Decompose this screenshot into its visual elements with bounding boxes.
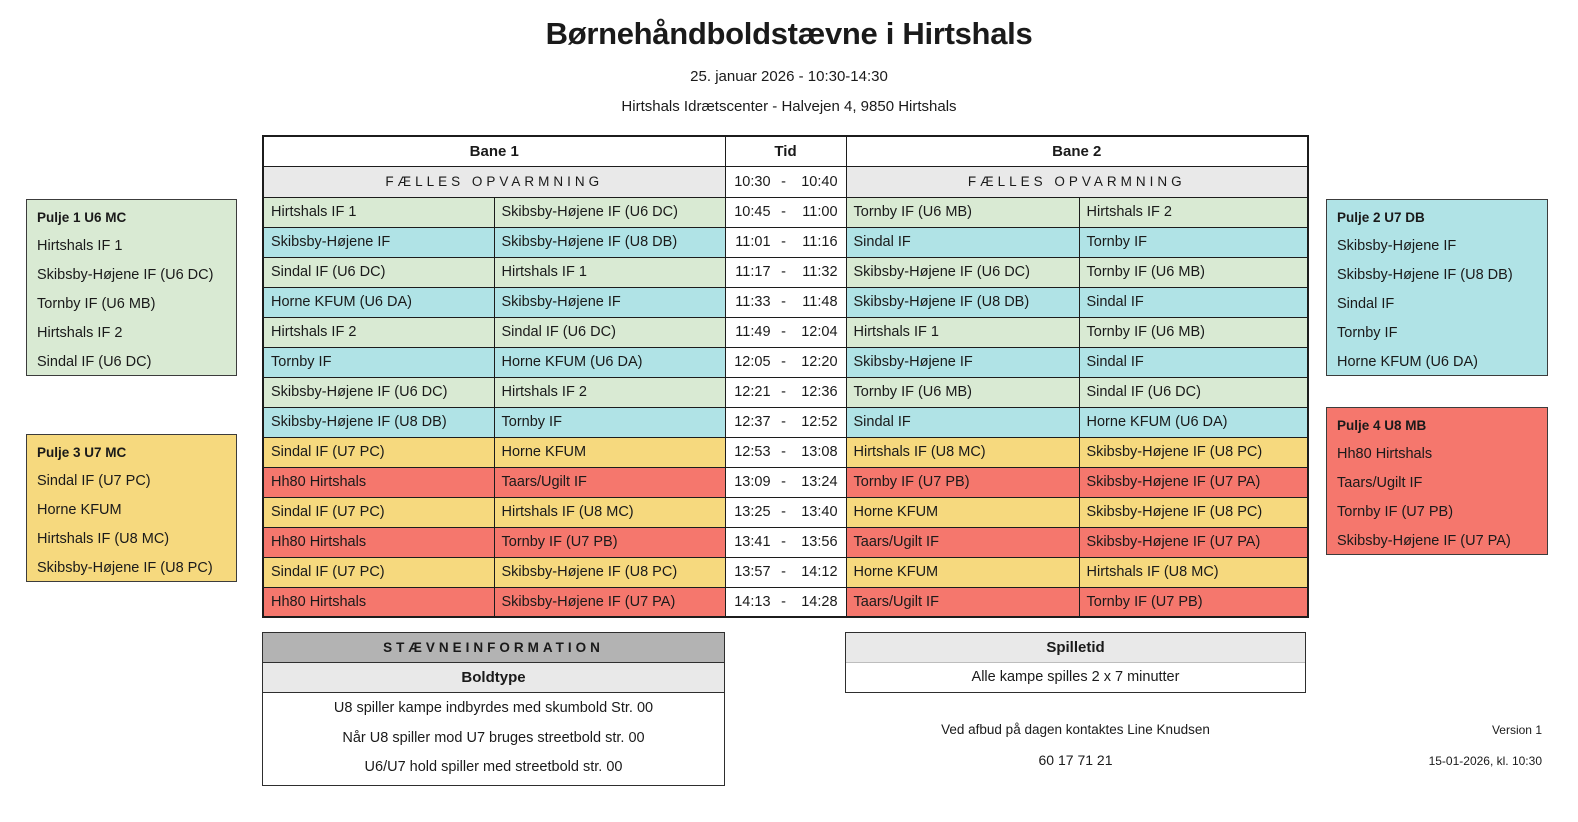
- match-end-time: 14:12: [801, 564, 838, 580]
- pool-team: Skibsby-Højene IF (U8 DB): [1337, 267, 1513, 283]
- match-start-time: 12:37: [734, 414, 771, 430]
- match-start-time: 11:49: [735, 324, 771, 340]
- match-row: [263, 317, 1308, 347]
- bane2-away-cell: Skibsby-Højene IF (U7 PA): [1079, 527, 1308, 557]
- pool-title: Pulje 4 U8 MB: [1337, 418, 1427, 433]
- bane2-home-cell: Tornby IF (U6 MB): [846, 197, 1079, 227]
- bane2-away-cell: Skibsby-Højene IF (U8 PC): [1079, 437, 1308, 467]
- time-separator: -: [781, 504, 786, 520]
- match-end-time: 12:20: [801, 354, 838, 370]
- match-start-time: 11:01: [735, 234, 771, 250]
- page-title: Børnehåndboldstævne i Hirtshals: [545, 16, 1033, 51]
- bane2-home-cell: Horne KFUM: [846, 557, 1079, 587]
- bane2-away-cell: Horne KFUM (U6 DA): [1079, 407, 1308, 437]
- bane1-home-cell: Hh80 Hirtshals: [263, 467, 494, 497]
- match-time-cell: [725, 527, 846, 557]
- match-row: [263, 407, 1308, 437]
- time-separator: -: [781, 204, 786, 220]
- match-row: [263, 527, 1308, 557]
- bane1-home-cell: Hh80 Hirtshals: [263, 527, 494, 557]
- match-start-time: 10:45: [734, 204, 771, 220]
- pool-team: Hh80 Hirtshals: [1337, 446, 1433, 462]
- warmup-end-time: 10:40: [801, 173, 838, 190]
- time-separator: -: [781, 173, 786, 190]
- match-start-time: 13:57: [734, 564, 771, 580]
- pool-team: Horne KFUM (U6 DA): [1337, 354, 1478, 370]
- match-start-time: 14:13: [734, 593, 771, 610]
- info-line: U8 spiller kampe indbyrdes med skumbold Str. 00: [333, 700, 654, 716]
- event-date: 25. januar 2026 - 10:30-14:30: [690, 68, 888, 85]
- bane2-home-cell: Tornby IF (U6 MB): [846, 377, 1079, 407]
- time-separator: -: [781, 444, 786, 460]
- match-time-cell: [725, 377, 846, 407]
- bane2-home-cell: Skibsby-Højene IF (U8 DB): [846, 287, 1079, 317]
- match-time-cell: [725, 467, 846, 497]
- contact-info: Ved afbud på dagen kontaktes Line Knudsen: [941, 722, 1210, 737]
- bane1-home-cell: Skibsby-Højene IF (U6 DC): [263, 377, 494, 407]
- match-time-cell: [725, 197, 846, 227]
- match-end-time: 13:08: [801, 444, 838, 460]
- match-row: [263, 437, 1308, 467]
- bane1-away-cell: Hirtshals IF 1: [494, 257, 725, 287]
- bane2-home-cell: Hirtshals IF (U8 MC): [846, 437, 1079, 467]
- bane1-away-cell: Taars/Ugilt IF: [494, 467, 725, 497]
- match-row: [263, 467, 1308, 497]
- match-time-cell: [725, 317, 846, 347]
- pool-title: Pulje 3 U7 MC: [37, 445, 127, 460]
- info-box-subtitle: Boldtype: [263, 663, 724, 693]
- bane1-away-cell: Horne KFUM (U6 DA): [494, 347, 725, 377]
- time-separator: -: [781, 354, 786, 370]
- bane2-away-cell: Sindal IF: [1079, 287, 1308, 317]
- bane2-away-cell: Hirtshals IF (U8 MC): [1079, 557, 1308, 587]
- bane2-away-cell: Skibsby-Højene IF (U8 PC): [1079, 497, 1308, 527]
- match-time-cell: [725, 347, 846, 377]
- bane1-home-cell: Skibsby-Højene IF: [263, 227, 494, 257]
- tournament-info-box: [262, 632, 725, 786]
- match-time-cell: [725, 407, 846, 437]
- match-time-cell: [725, 287, 846, 317]
- bane1-home-cell: Horne KFUM (U6 DA): [263, 287, 494, 317]
- match-row: [263, 197, 1308, 227]
- pool-team: Skibsby-Højene IF (U6 DC): [37, 267, 214, 283]
- bane1-home-cell: Hh80 Hirtshals: [263, 587, 494, 617]
- bane1-home-cell: Skibsby-Højene IF (U8 DB): [263, 407, 494, 437]
- version-timestamp: 15-01-2026, kl. 10:30: [1428, 754, 1542, 768]
- bane2-home-cell: Hirtshals IF 1: [846, 317, 1079, 347]
- warmup-time-cell: [725, 166, 846, 197]
- bane1-away-cell: Tornby IF: [494, 407, 725, 437]
- match-row: [263, 587, 1308, 617]
- match-row: [263, 227, 1308, 257]
- match-start-time: 12:53: [734, 444, 771, 460]
- bane2-away-cell: Tornby IF (U7 PB): [1079, 587, 1308, 617]
- bane1-home-cell: Sindal IF (U7 PC): [263, 497, 494, 527]
- bane1-home-cell: Hirtshals IF 2: [263, 317, 494, 347]
- bane2-home-cell: Horne KFUM: [846, 497, 1079, 527]
- match-start-time: 13:41: [734, 534, 771, 550]
- version-label: Version 1: [1491, 723, 1542, 737]
- bane2-away-cell: Hirtshals IF 2: [1079, 197, 1308, 227]
- match-row: [263, 287, 1308, 317]
- bane2-home-cell: Taars/Ugilt IF: [846, 587, 1079, 617]
- pool-box-1: [26, 199, 237, 376]
- pool-team: Skibsby-Højene IF (U8 PC): [37, 560, 213, 576]
- match-row: [263, 377, 1308, 407]
- match-row: [263, 497, 1308, 527]
- match-start-time: 12:05: [734, 354, 771, 370]
- pool-team: Sindal IF: [1337, 296, 1395, 312]
- pool-team: Skibsby-Højene IF: [1337, 238, 1457, 254]
- match-time-cell: [725, 227, 846, 257]
- pool-team: Skibsby-Højene IF (U7 PA): [1337, 533, 1511, 549]
- time-separator: -: [781, 414, 786, 430]
- time-separator: -: [781, 324, 786, 340]
- info-line: Når U8 spiller mod U7 bruges streetbold str. 00: [342, 729, 645, 746]
- pool-team: Taars/Ugilt IF: [1337, 475, 1423, 491]
- pool-title: Pulje 2 U7 DB: [1337, 210, 1425, 225]
- bane2-home-cell: Sindal IF: [846, 407, 1079, 437]
- match-start-time: 13:25: [734, 504, 771, 520]
- time-separator: -: [781, 534, 786, 550]
- pool-team: Hirtshals IF 2: [37, 325, 123, 341]
- match-time-cell: [725, 437, 846, 467]
- match-end-time: 11:48: [802, 294, 838, 310]
- match-end-time: 13:24: [801, 474, 838, 490]
- pool-team: Tornby IF (U6 MB): [37, 296, 156, 312]
- time-separator: -: [781, 474, 786, 490]
- pool-team: Sindal IF (U6 DC): [37, 354, 152, 370]
- match-time-cell: [725, 257, 846, 287]
- match-start-time: 11:17: [735, 264, 771, 280]
- contact-phone: 60 17 71 21: [1038, 752, 1113, 768]
- bane2-home-cell: Skibsby-Højene IF: [846, 347, 1079, 377]
- info-box-title: STÆVNEINFORMATION: [263, 633, 724, 663]
- match-end-time: 11:32: [802, 264, 838, 280]
- bane2-home-cell: Tornby IF (U7 PB): [846, 467, 1079, 497]
- pool-title: Pulje 1 U6 MC: [37, 210, 127, 225]
- warmup-label-bane1: FÆLLES OPVARMNING: [263, 166, 725, 197]
- match-end-time: 12:52: [801, 414, 838, 430]
- column-header-tid: Tid: [725, 136, 846, 166]
- playtime-box: [845, 632, 1306, 693]
- bane1-away-cell: Skibsby-Højene IF: [494, 287, 725, 317]
- match-start-time: 11:33: [735, 294, 771, 310]
- match-schedule-table: [262, 135, 1309, 618]
- time-separator: -: [781, 384, 786, 400]
- match-end-time: 13:40: [801, 504, 838, 520]
- bane1-away-cell: Tornby IF (U7 PB): [494, 527, 725, 557]
- match-row: [263, 347, 1308, 377]
- bane1-home-cell: Sindal IF (U7 PC): [263, 557, 494, 587]
- pool-team: Tornby IF (U7 PB): [1337, 504, 1454, 520]
- time-separator: -: [781, 564, 786, 580]
- bane2-away-cell: Skibsby-Højene IF (U7 PA): [1079, 467, 1308, 497]
- match-end-time: 12:04: [801, 324, 838, 340]
- bane1-away-cell: Skibsby-Højene IF (U7 PA): [494, 587, 725, 617]
- match-start-time: 12:21: [734, 384, 771, 400]
- match-end-time: 12:36: [801, 384, 838, 400]
- bane2-away-cell: Sindal IF (U6 DC): [1079, 377, 1308, 407]
- column-header-bane1: Bane 1: [263, 136, 725, 166]
- bane1-away-cell: Hirtshals IF 2: [494, 377, 725, 407]
- pool-team: Horne KFUM: [37, 502, 122, 518]
- match-end-time: 11:16: [802, 234, 838, 250]
- bane1-away-cell: Skibsby-Højene IF (U8 PC): [494, 557, 725, 587]
- warmup-row: [263, 166, 1308, 197]
- match-end-time: 11:00: [802, 204, 838, 220]
- warmup-label-bane2: FÆLLES OPVARMNING: [846, 166, 1308, 197]
- bane1-away-cell: Horne KFUM: [494, 437, 725, 467]
- time-separator: -: [781, 264, 786, 280]
- bane2-home-cell: Taars/Ugilt IF: [846, 527, 1079, 557]
- match-end-time: 13:56: [801, 534, 838, 550]
- bane1-home-cell: Hirtshals IF 1: [263, 197, 494, 227]
- bane1-home-cell: Sindal IF (U6 DC): [263, 257, 494, 287]
- match-row: [263, 557, 1308, 587]
- match-end-time: 14:28: [801, 593, 838, 610]
- bane2-away-cell: Tornby IF (U6 MB): [1079, 317, 1308, 347]
- match-time-cell: [725, 587, 846, 617]
- bane1-away-cell: Hirtshals IF (U8 MC): [494, 497, 725, 527]
- info-line: U6/U7 hold spiller med streetbold str. 00: [364, 759, 623, 775]
- bane2-away-cell: Tornby IF (U6 MB): [1079, 257, 1308, 287]
- bane2-home-cell: Sindal IF: [846, 227, 1079, 257]
- pool-box-4: [1326, 407, 1548, 555]
- bane1-away-cell: Skibsby-Højene IF (U6 DC): [494, 197, 725, 227]
- warmup-start-time: 10:30: [734, 173, 771, 190]
- bane2-away-cell: Sindal IF: [1079, 347, 1308, 377]
- time-separator: -: [781, 234, 786, 250]
- pool-box-2: [1326, 199, 1548, 376]
- bane2-home-cell: Skibsby-Højene IF (U6 DC): [846, 257, 1079, 287]
- schedule-header-row: [263, 136, 1308, 166]
- bane1-home-cell: Tornby IF: [263, 347, 494, 377]
- match-start-time: 13:09: [734, 474, 771, 490]
- time-separator: -: [781, 593, 786, 610]
- bane1-away-cell: Sindal IF (U6 DC): [494, 317, 725, 347]
- pool-team: Sindal IF (U7 PC): [37, 473, 151, 489]
- pool-team: Hirtshals IF 1: [37, 238, 123, 254]
- column-header-bane2: Bane 2: [846, 136, 1308, 166]
- event-venue: Hirtshals Idrætscenter - Halvejen 4, 9850 Hirtshals: [621, 98, 957, 115]
- pool-team: Tornby IF: [1337, 325, 1398, 341]
- playtime-title: Spilletid: [846, 633, 1305, 663]
- match-time-cell: [725, 557, 846, 587]
- match-time-cell: [725, 497, 846, 527]
- bane1-away-cell: Skibsby-Højene IF (U8 DB): [494, 227, 725, 257]
- playtime-text: Alle kampe spilles 2 x 7 minutter: [971, 669, 1180, 685]
- pool-team: Hirtshals IF (U8 MC): [37, 531, 170, 547]
- match-row: [263, 257, 1308, 287]
- time-separator: -: [781, 294, 786, 310]
- bane2-away-cell: Tornby IF: [1079, 227, 1308, 257]
- bane1-home-cell: Sindal IF (U7 PC): [263, 437, 494, 467]
- pool-box-3: [26, 434, 237, 582]
